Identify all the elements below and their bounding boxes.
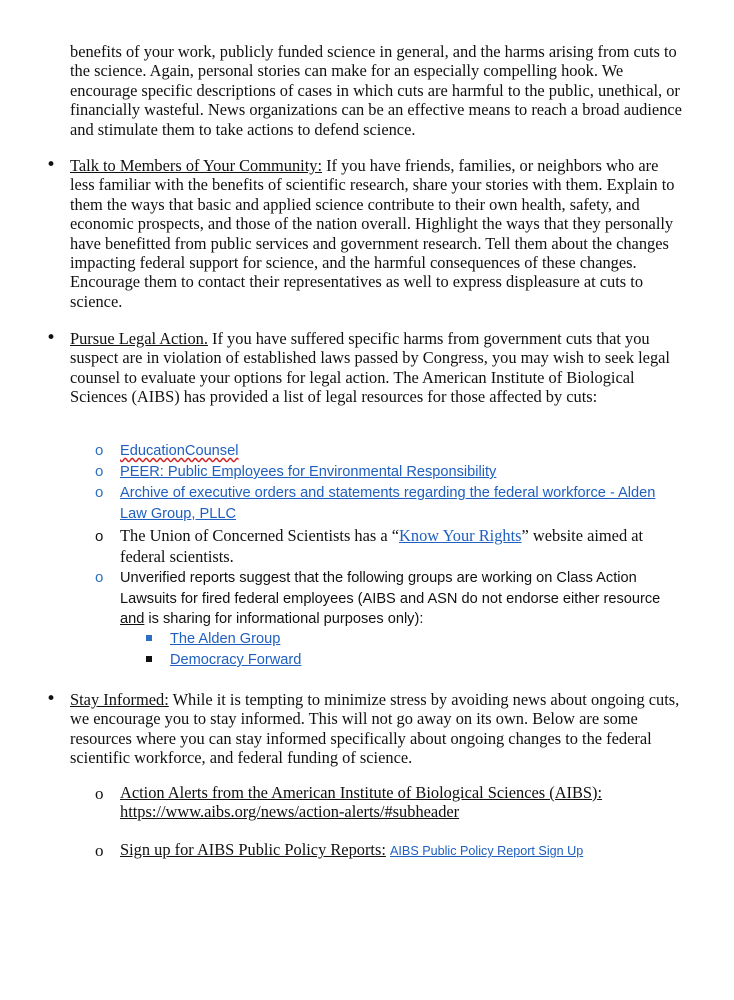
list-marker: o [95, 463, 104, 480]
informed-paragraph [70, 690, 685, 768]
peer-link[interactable]: PEER: Public Employees for Environmental Responsibility [120, 464, 497, 480]
aibs-alerts-url-link[interactable]: https://www.aibs.org/news/action-alerts/#subheader [120, 802, 460, 822]
intro-paragraph: benefits of your work, publicly funded science in general, and the harms arising from cuts to the science. Again, personal stories can make for an especially compelling hook. We encourage specific descriptions of cases in which cuts are harmful to the public, unethical, or financially wasteful. News organizations can be an effective means to reach a broad audience and stimulate them to take actions to defend science. [70, 42, 682, 139]
square-bullet-icon [146, 635, 152, 641]
aibs-signup-item [120, 840, 680, 861]
archive-link[interactable]: Archive of executive orders and statements regarding the federal workforce - Alden Law Group, PLLC [120, 485, 656, 522]
unverified-text-before: Unverified reports suggest that the following groups are working on Class Action Lawsuits for fired federal employees (AIBS and ASN do not endorse either resource [120, 570, 661, 607]
informed-text: While it is tempting to minimize stress by avoiding news about ongoing cuts, we encourage you to stay informed. This will not go away on its own. Below are some resources where you can stay informed specifically about ongoing changes to the federal scientific workforce, and federal funding of science. [70, 690, 680, 768]
bullet-marker: • [46, 328, 57, 348]
informed-heading: Stay Informed: [70, 690, 169, 709]
unverified-item [120, 568, 680, 630]
community-heading: Talk to Members of Your Community: [70, 156, 322, 175]
square-bullet-icon [146, 656, 152, 662]
list-marker: o [95, 484, 104, 501]
ucs-text-before: The Union of Concerned Scientists has a “ [120, 526, 400, 545]
ucs-item [120, 525, 675, 567]
community-text: If you have friends, families, or neighbors who are less familiar with the benefits of scientific research, share your stories with them. Explain to them the ways that basic and applied science contribute to their own health, safety, and economic prospects, and those of the nation overall. Highlight the ways that they personally have benefitted from public services and government research. Tell them about the changes impacting federal support for science, and the harmful consequences of these changes. Encourage them to contact their representatives as well to express displeasure at cuts to science. [70, 156, 675, 311]
list-marker: o [95, 528, 104, 545]
alden-group-link[interactable]: The Alden Group [170, 631, 281, 647]
legal-paragraph [70, 329, 685, 407]
unverified-text-after: is sharing for informational purposes only): [144, 611, 424, 627]
bullet-marker: • [46, 689, 57, 709]
bullet-marker: • [46, 155, 57, 175]
list-marker: o [95, 442, 104, 459]
legal-heading: Pursue Legal Action. [70, 329, 208, 348]
unverified-and: and [120, 611, 145, 627]
community-paragraph [70, 156, 685, 311]
aibs-signup-link[interactable]: AIBS Public Policy Report Sign Up [390, 844, 584, 858]
education-counsel-link[interactable]: EducationCounsel [120, 443, 239, 459]
aibs-signup-label: Sign up for AIBS Public Policy Reports: [120, 840, 386, 859]
legal-text: If you have suffered specific harms from government cuts that you suspect are in violation of established laws passed by Congress, you may wish to seek legal counsel to evaluate your options for legal action. The American Institute of Biological Sciences (AIBS) has provided a list of legal resources for those affected by cuts: [70, 329, 670, 407]
aibs-alerts-item [120, 783, 680, 822]
know-your-rights-link[interactable]: Know Your Rights [399, 526, 522, 545]
aibs-alerts-label: Action Alerts from the American Institute of Biological Sciences (AIBS): [120, 783, 603, 802]
democracy-forward-link[interactable]: Democracy Forward [170, 652, 302, 668]
ucs-text-after: ” website aimed at federal scientists. [120, 526, 644, 566]
list-marker: o [95, 569, 104, 586]
list-marker: o [95, 841, 104, 860]
list-marker: o [95, 784, 104, 803]
